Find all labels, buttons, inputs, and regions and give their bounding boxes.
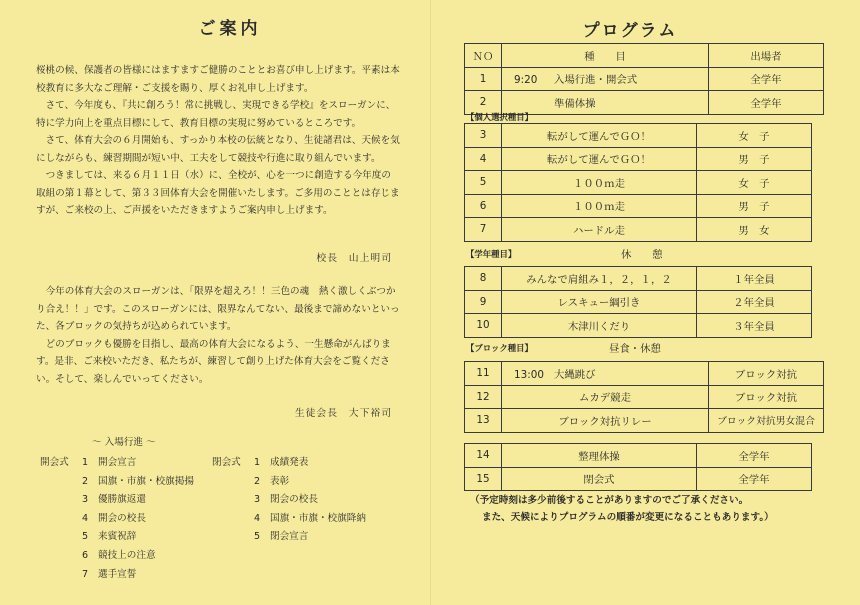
table-header-row bbox=[465, 44, 824, 68]
list-item: 競技上の注意 bbox=[98, 549, 156, 561]
list-item: 閉会の校長 bbox=[270, 494, 318, 506]
table-row: 1 9:20 入場行進・開会式 全学年 bbox=[465, 67, 824, 91]
list-item: 開会宣言 bbox=[98, 457, 137, 468]
start-time: 13:00 bbox=[514, 368, 544, 381]
list-item: 開会の校長 bbox=[98, 512, 146, 524]
note-line: また、天候によりプログラムの順番が変更になることもあります。） bbox=[482, 512, 774, 523]
principal-message: 桜桃の候、保護者の皆様にはますますご健勝のこととお喜び申し上げます。平素は本校教育に多大なご理解・ご支援を賜り、厚くお礼申し上げます。 さて、今年度も、『共に創ろう！常に挑戦し、実現できる学校』をスローガンに、特に学力向上を重点目標にして、教育目標の実現に努めているところです。 さて、体育大会の６月開始も、すっかり本校の伝統となり、生徒諸君は、天候を気にしながらも、練習期間が短い中、工夫をして競技や行進に取り組んでいます。 つきましては、来る６月１１日（水）に、全校が、心を一つに創造する今年度の取組の第１幕として、第３３回体育大会を開催いたします。ご多用のこととは存じますが、ご来校の上、ご声援をいただきますようご案内申し上げます。 bbox=[36, 65, 400, 216]
note-line: （予定時刻は多少前後することがありますのでご了承ください。 bbox=[470, 495, 749, 506]
table-row: 13 ブロック対抗リレー ブロック対抗男女混合 bbox=[465, 409, 824, 433]
program-table-block bbox=[464, 361, 824, 433]
entrance-march-heading: ～ 入場行進 ～ bbox=[92, 437, 156, 448]
table-row: 9 レスキュー綱引き ２年全員 bbox=[465, 290, 812, 314]
table-row: 6 １００ｍ走 男 子 bbox=[465, 194, 812, 218]
table-row: 8 みんなで肩組み１，２，１，２ １年全員 bbox=[465, 267, 812, 291]
table-row: 11 13:00 大縄跳び ブロック対抗 bbox=[465, 362, 824, 386]
header-participants: 出場者 bbox=[709, 44, 824, 68]
program-table-closing bbox=[464, 443, 812, 491]
section-individual-label: 【個人選択種目】 bbox=[466, 112, 533, 122]
table-row: 4 転がして運んでＧＯ！ 男 子 bbox=[465, 147, 812, 171]
header-event: 種 目 bbox=[502, 44, 709, 68]
list-item: 閉会宣言 bbox=[270, 531, 309, 543]
program-table-opening bbox=[464, 43, 824, 115]
table-row: 5 １００ｍ走 女 子 bbox=[465, 171, 812, 195]
header-no: ＮＯ bbox=[465, 44, 502, 68]
table-row: 14 整理体操 全学年 bbox=[465, 444, 812, 468]
student-council-message: 今年の体育大会のスローガンは、「限界を超えろ！！三色の魂 熱く激しくぶつかり合え！！」です。このスローガンには、限界なんてない、最後まで諦めないといった、各ブロックの気持ちが込められています。 どのブロックも優勝を目指し、最高の体育大会になるよう、一生懸命がんばります。是非、ご来校いただき、私たちが、練習して創り上げた体育大会をご覧ください。そして、楽しんでいってください。 bbox=[36, 286, 400, 385]
table-row: 7 ハードル走 男 女 bbox=[465, 218, 812, 242]
table-row: 15 閉会式 全学年 bbox=[465, 467, 812, 491]
guide-title: ご案内 bbox=[198, 19, 262, 39]
list-item: 来賓祝辞 bbox=[98, 531, 137, 543]
start-time: 9:20 bbox=[514, 74, 538, 87]
list-item: 国旗・市旗・校旗降納 bbox=[270, 512, 366, 524]
list-item: 成績発表 bbox=[270, 457, 309, 468]
closing-label: 閉会式 bbox=[212, 457, 241, 468]
list-item: 表彰 bbox=[270, 475, 290, 487]
table-row: 3 転がして運んでＧＯ！ 女 子 bbox=[465, 124, 812, 148]
list-item: 国旗・市旗・校旗掲揚 bbox=[98, 475, 194, 487]
break-rest-label: 休 憩 bbox=[621, 249, 663, 261]
program-table-individual bbox=[464, 123, 812, 242]
program-table-grade bbox=[464, 266, 812, 338]
table-row: 2 準備体操 全学年 bbox=[465, 91, 824, 115]
table-row: 12 ムカデ競走 ブロック対抗 bbox=[465, 385, 824, 409]
principal-signature: 校長 山上明司 bbox=[316, 253, 392, 264]
list-item: 優勝旗返還 bbox=[98, 494, 146, 506]
program-title: プログラム bbox=[582, 21, 678, 41]
closing-ceremony-list: 閉会式 1 成績発表 2 表彰 3 閉会の校長 4 国旗・市旗・校旗降納 5 閉会宣言 bbox=[212, 454, 366, 547]
student-council-signature: 生徒会長 大下裕司 bbox=[294, 408, 392, 419]
break-lunch-label: 昼食・休憩 bbox=[609, 343, 661, 355]
opening-label: 開会式 bbox=[40, 457, 69, 468]
opening-ceremony-list: 開会式 1 開会宣言 2 国旗・市旗・校旗掲揚 3 優勝旗返還 4 開会の校長 5 来賓祝辞 6 競技上の注意 7 選手宣誓 bbox=[40, 454, 194, 584]
schedule-notes bbox=[470, 492, 774, 526]
table-row: 10 木津川くだり ３年全員 bbox=[465, 314, 812, 338]
section-grade-label: 【学年種目】 bbox=[466, 249, 517, 259]
section-block-label: 【ブロック種目】 bbox=[466, 343, 533, 353]
list-item: 選手宣誓 bbox=[98, 568, 137, 580]
